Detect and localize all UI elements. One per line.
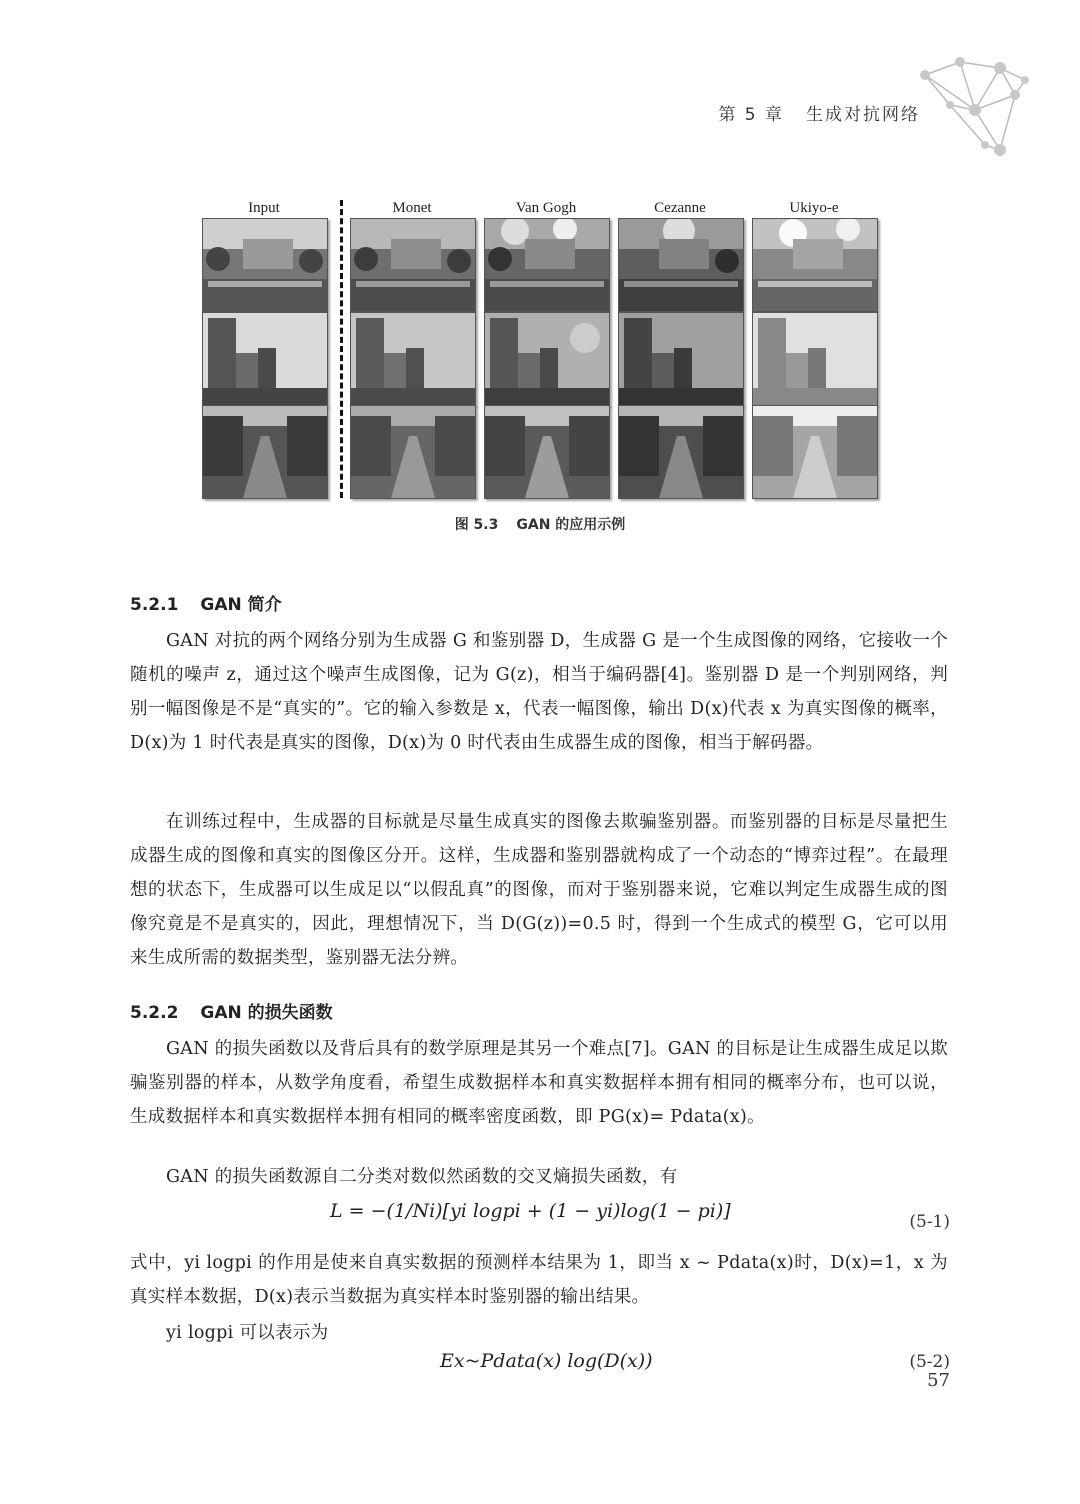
figure-image — [752, 405, 878, 499]
section-title: GAN 的损失函数 — [200, 1003, 333, 1023]
figure-image — [484, 218, 610, 312]
caption-text: GAN 的应用示例 — [516, 517, 626, 533]
paragraph: 式中，yi logpi 的作用是使来自真实数据的预测样本结果为 1，即当 x ~ Pdata(x)时，D(x)=1，x 为真实样本数据，D(x)表示当数据为真实样本时鉴别器的输出结果。 — [130, 1253, 948, 1307]
caption-number: 图 5.3 — [454, 517, 499, 533]
paragraph: GAN 的损失函数以及背后具有的数学原理是其另一个难点[7]。GAN 的目标是让生成器生成足以欺骗鉴别器的样本，从数学角度看，希望生成数据样本和真实数据样本拥有相同的概率分布，也可以说，生成数据样本和真实数据样本拥有相同的概率密度函数，即 PG(x)= Pdata(x)。 — [130, 1039, 948, 1127]
figure-image — [350, 405, 476, 499]
chapter-number: 第 5 章 — [718, 105, 784, 125]
figure-image — [618, 218, 744, 312]
figure-image — [618, 405, 744, 499]
network-decoration-icon — [905, 50, 1035, 170]
paragraph: GAN 的损失函数源自二分类对数似然函数的交叉熵损失函数，有 — [166, 1167, 678, 1187]
column-label-monet: Monet — [392, 200, 432, 216]
figure-image — [618, 312, 744, 406]
figure-image — [484, 312, 610, 406]
section-number: 5.2.2 — [130, 1003, 179, 1023]
paragraph: yi logpi 可以表示为 — [166, 1323, 329, 1343]
equation-number: (5-1) — [909, 1212, 950, 1232]
figure-divider — [340, 200, 343, 498]
figure-image — [350, 312, 476, 406]
column-label-van-gogh: Van Gogh — [515, 200, 577, 216]
page-number: 57 — [927, 1370, 950, 1391]
column-label-cezanne: Cezanne — [654, 200, 706, 216]
chapter-title: 生成对抗网络 — [806, 105, 920, 125]
figure-image — [752, 312, 878, 406]
figure-image — [202, 312, 328, 406]
running-header — [560, 100, 920, 125]
figure-caption — [240, 514, 840, 534]
paragraph: 在训练过程中，生成器的目标就是尽量生成真实的图像去欺骗鉴别器。而鉴别器的目标是尽量把生成器生成的图像和真实的图像区分开。这样，生成器和鉴别器就构成了一个动态的“博弈过程”。在最理想的状态下，生成器可以生成足以“以假乱真”的图像，而对于鉴别器来说，它难以判定生成器生成的图像究竟是不是真实的，因此，理想情况下，当 D(G(z))=0.5 时，得到一个生成式的模型 G，它可以用来生成所需的数据类型，鉴别器无法分辨。 — [130, 812, 948, 968]
figure-image — [350, 218, 476, 312]
column-label-input: Input — [248, 200, 280, 216]
section-title: GAN 简介 — [200, 595, 282, 615]
section-heading — [130, 998, 333, 1023]
section-heading — [130, 590, 282, 615]
column-label-ukiyo-e: Ukiyo-e — [789, 200, 839, 216]
equation: Ex~Pdata(x) log(D(x)) — [440, 1350, 653, 1372]
figure-image — [752, 218, 878, 312]
figure-image — [484, 405, 610, 499]
equation-number: (5-2) — [909, 1352, 950, 1372]
section-number: 5.2.1 — [130, 595, 179, 615]
figure-image — [202, 218, 328, 312]
paragraph: GAN 对抗的两个网络分别为生成器 G 和鉴别器 D，生成器 G 是一个生成图像的网络，它接收一个随机的噪声 z，通过这个噪声生成图像，记为 G(z)，相当于编码器[4]。鉴别器 D 是一个判别网络，判别一幅图像是不是“真实的”。它的输入参数是 x，代表一幅图像，输出 D(x)代表 x 为真实图像的概率，D(x)为 1 时代表是真实的图像，D(x)为 0 时代表由生成器生成的图像，相当于解码器。 — [130, 631, 948, 753]
figure-image — [202, 405, 328, 499]
equation: L = −(1/Ni)[yi logpi + (1 − yi)log(1 − pi)] — [330, 1200, 731, 1222]
